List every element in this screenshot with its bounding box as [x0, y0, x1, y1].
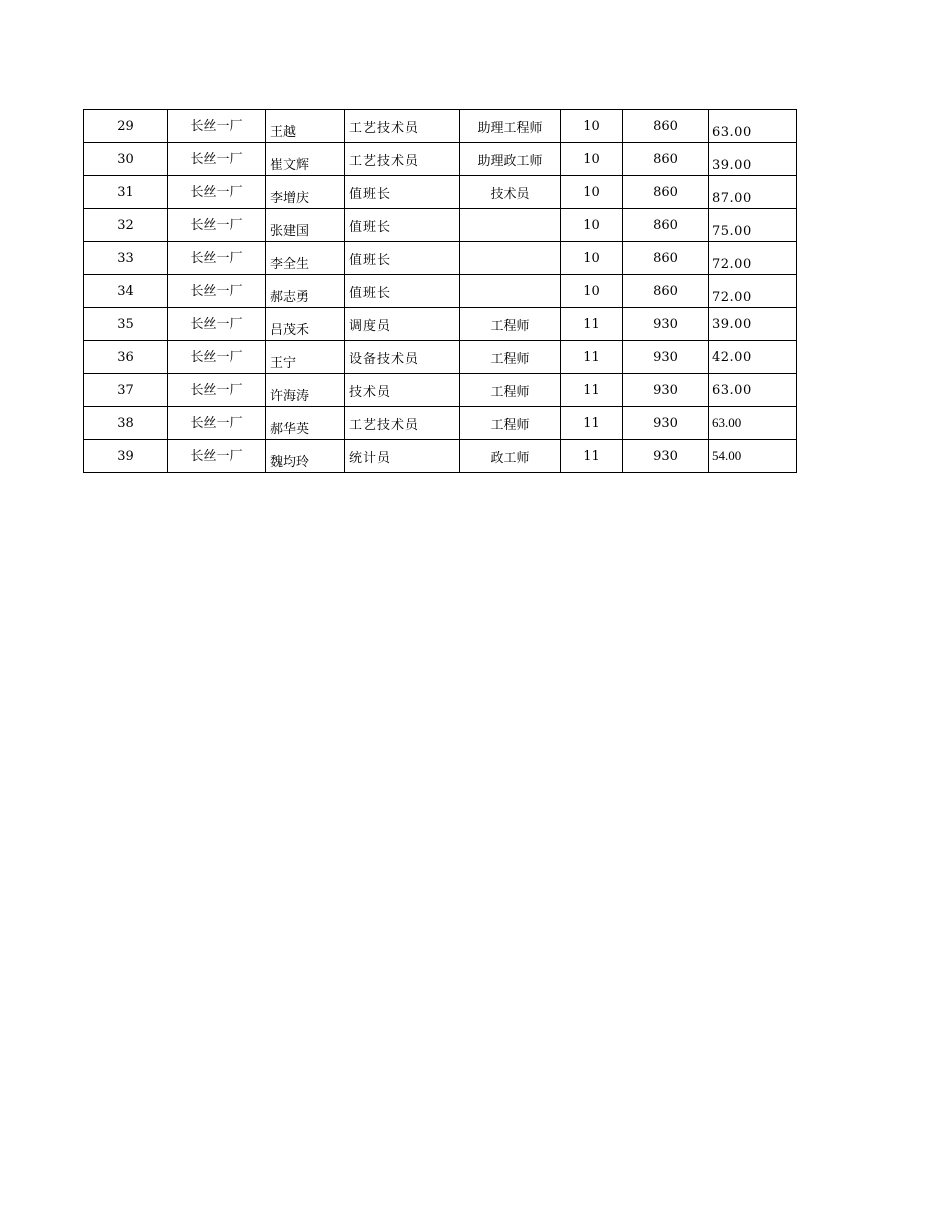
name-cell: 吕茂禾	[266, 308, 345, 341]
unit-cell: 长丝一厂	[168, 440, 266, 473]
row-index: 38	[84, 407, 168, 440]
unit-cell: 长丝一厂	[168, 308, 266, 341]
post-cell: 值班长	[345, 209, 460, 242]
name-cell: 李增庆	[266, 176, 345, 209]
amount-cell: 54.00	[709, 440, 797, 473]
standard-cell: 930	[623, 341, 709, 374]
name-cell: 李全生	[266, 242, 345, 275]
unit-cell: 长丝一厂	[168, 374, 266, 407]
amount-cell: 39.00	[709, 143, 797, 176]
amount-cell: 72.00	[709, 275, 797, 308]
unit-cell: 长丝一厂	[168, 341, 266, 374]
unit-cell: 长丝一厂	[168, 176, 266, 209]
row-index: 30	[84, 143, 168, 176]
row-index: 33	[84, 242, 168, 275]
title-cell: 助理工程师	[460, 110, 561, 143]
unit-cell: 长丝一厂	[168, 143, 266, 176]
post-cell: 技术员	[345, 374, 460, 407]
unit-cell: 长丝一厂	[168, 110, 266, 143]
name-cell: 许海涛	[266, 374, 345, 407]
grade-cell: 11	[561, 374, 623, 407]
table-row	[84, 407, 797, 440]
name-cell: 郝志勇	[266, 275, 345, 308]
title-cell	[460, 275, 561, 308]
table-row	[84, 242, 797, 275]
unit-cell: 长丝一厂	[168, 275, 266, 308]
table-row	[84, 440, 797, 473]
name-cell: 王越	[266, 110, 345, 143]
staff-table	[83, 109, 797, 473]
amount-cell: 63.00	[709, 407, 797, 440]
name-cell: 王宁	[266, 341, 345, 374]
grade-cell: 11	[561, 341, 623, 374]
amount-cell: 72.00	[709, 242, 797, 275]
name-cell: 郝华英	[266, 407, 345, 440]
title-cell: 工程师	[460, 374, 561, 407]
amount-cell: 63.00	[709, 110, 797, 143]
grade-cell: 10	[561, 110, 623, 143]
unit-cell: 长丝一厂	[168, 242, 266, 275]
amount-cell: 42.00	[709, 341, 797, 374]
grade-cell: 10	[561, 275, 623, 308]
amount-cell: 75.00	[709, 209, 797, 242]
table-row	[84, 176, 797, 209]
post-cell: 调度员	[345, 308, 460, 341]
title-cell: 工程师	[460, 308, 561, 341]
row-index: 39	[84, 440, 168, 473]
title-cell: 技术员	[460, 176, 561, 209]
post-cell: 统计员	[345, 440, 460, 473]
standard-cell: 860	[623, 209, 709, 242]
amount-cell: 63.00	[709, 374, 797, 407]
amount-cell: 39.00	[709, 308, 797, 341]
post-cell: 工艺技术员	[345, 110, 460, 143]
grade-cell: 11	[561, 407, 623, 440]
title-cell: 助理政工师	[460, 143, 561, 176]
standard-cell: 860	[623, 110, 709, 143]
grade-cell: 10	[561, 143, 623, 176]
post-cell: 值班长	[345, 275, 460, 308]
row-index: 35	[84, 308, 168, 341]
grade-cell: 10	[561, 209, 623, 242]
unit-cell: 长丝一厂	[168, 209, 266, 242]
post-cell: 值班长	[345, 176, 460, 209]
post-cell: 设备技术员	[345, 341, 460, 374]
amount-cell: 87.00	[709, 176, 797, 209]
row-index: 29	[84, 110, 168, 143]
table-row	[84, 374, 797, 407]
row-index: 36	[84, 341, 168, 374]
title-cell: 工程师	[460, 341, 561, 374]
post-cell: 工艺技术员	[345, 143, 460, 176]
name-cell: 魏均玲	[266, 440, 345, 473]
standard-cell: 930	[623, 440, 709, 473]
grade-cell: 11	[561, 440, 623, 473]
row-index: 32	[84, 209, 168, 242]
table-row	[84, 341, 797, 374]
standard-cell: 930	[623, 374, 709, 407]
row-index: 34	[84, 275, 168, 308]
table-row	[84, 275, 797, 308]
table-row	[84, 308, 797, 341]
title-cell: 工程师	[460, 407, 561, 440]
grade-cell: 10	[561, 242, 623, 275]
title-cell: 政工师	[460, 440, 561, 473]
unit-cell: 长丝一厂	[168, 407, 266, 440]
standard-cell: 860	[623, 242, 709, 275]
name-cell: 崔文辉	[266, 143, 345, 176]
post-cell: 值班长	[345, 242, 460, 275]
standard-cell: 860	[623, 176, 709, 209]
table-row	[84, 110, 797, 143]
standard-cell: 930	[623, 308, 709, 341]
table-row	[84, 143, 797, 176]
table-row	[84, 209, 797, 242]
grade-cell: 10	[561, 176, 623, 209]
title-cell	[460, 209, 561, 242]
post-cell: 工艺技术员	[345, 407, 460, 440]
standard-cell: 930	[623, 407, 709, 440]
grade-cell: 11	[561, 308, 623, 341]
standard-cell: 860	[623, 143, 709, 176]
row-index: 37	[84, 374, 168, 407]
name-cell: 张建国	[266, 209, 345, 242]
title-cell	[460, 242, 561, 275]
row-index: 31	[84, 176, 168, 209]
standard-cell: 860	[623, 275, 709, 308]
